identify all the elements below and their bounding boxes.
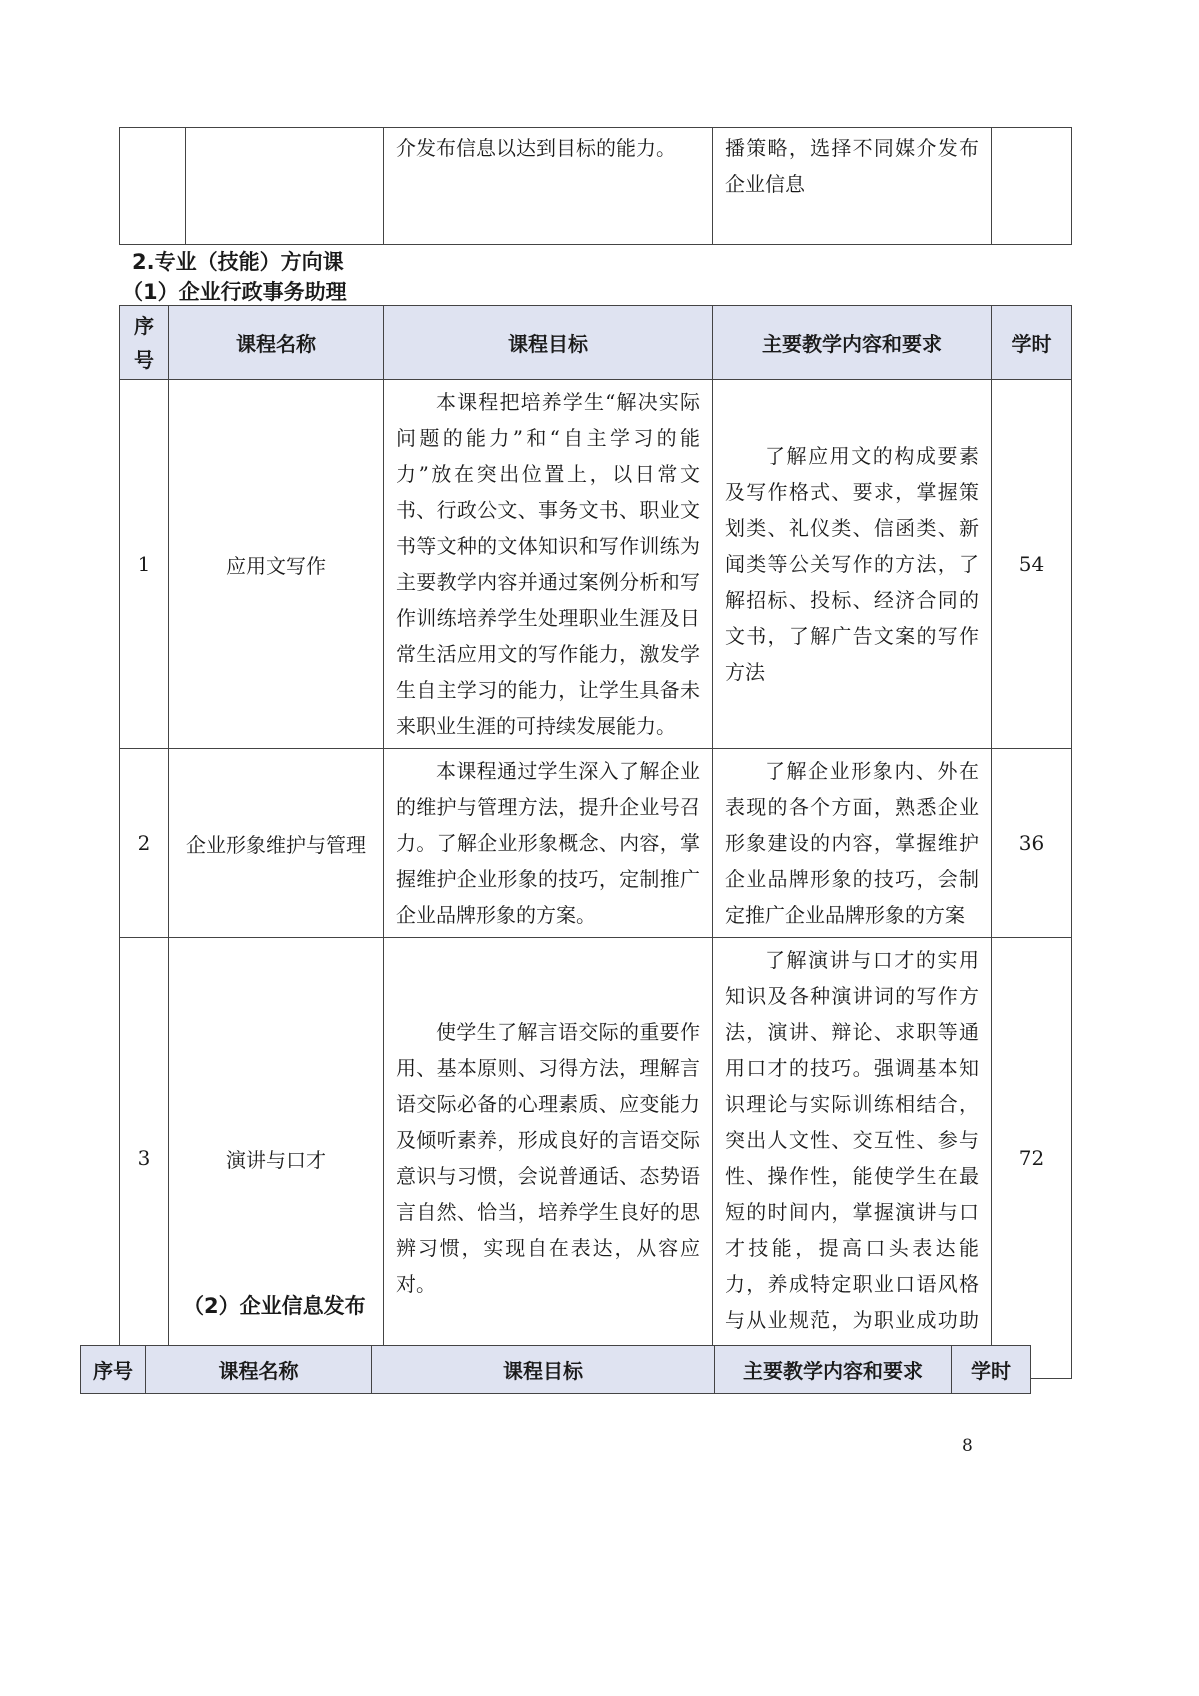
row-goal: 使学生了解言语交际的重要作用、基本原则、习得方法，理解言语交际必备的心理素质、应变能力及倾听素养，形成良好的言语交际意识与习惯，会说普通话、态势语言自然、恰当，培养学生良好的思辨习惯，实现自在表达，从容应对。 <box>384 938 713 1379</box>
seq-cell <box>120 128 186 245</box>
row-content: 了解演讲与口才的实用知识及各种演讲词的写作方法，演讲、辩论、求职等通用口才的技巧。强调基本知识理论与实际训练相结合，突出人文性、交互性、参与性、操作性，能使学生在最短的时间内，掌握演讲与口才技能，提高口头表达能力，养成特定职业口语风格与从业规范，为职业成功助 <box>713 938 992 1379</box>
row-name: 企业形象维护与管理 <box>169 749 384 938</box>
table-row <box>120 749 1072 938</box>
row-hours: 72 <box>992 938 1072 1379</box>
row-name: 演讲与口才 <box>169 938 384 1379</box>
name-cell <box>186 128 384 245</box>
row-hours: 36 <box>992 749 1072 938</box>
header-content: 主要教学内容和要求 <box>713 306 992 380</box>
goal-cell: 介发布信息以达到目标的能力。 <box>384 128 713 245</box>
row-content: 了解应用文的构成要素及写作格式、要求，掌握策划类、礼仪类、信函类、新闻类等公关写作的方法，了解招标、投标、经济合同的文书，了解广告文案的写作方法 <box>713 380 992 749</box>
header-seq: 序号 <box>81 1346 146 1394</box>
page-number: 8 <box>962 1436 973 1456</box>
header-hours: 学时 <box>952 1346 1031 1394</box>
row-goal: 本课程通过学生深入了解企业的维护与管理方法，提升企业号召力。了解企业形象概念、内容，掌握维护企业形象的技巧，定制推广企业品牌形象的方案。 <box>384 749 713 938</box>
row-content: 了解企业形象内、外在表现的各个方面，熟悉企业形象建设的内容，掌握维护企业品牌形象的技巧，会制定推广企业品牌形象的方案 <box>713 749 992 938</box>
content-cell: 播策略，选择不同媒介发布企业信息 <box>713 128 992 245</box>
subsection-heading-1: （1）企业行政事务助理 <box>122 280 347 304</box>
row-seq: 3 <box>120 938 169 1379</box>
table-header-row <box>120 306 1072 380</box>
subsection-heading-2: （2）企业信息发布 <box>183 1294 366 1318</box>
header-name: 课程名称 <box>146 1346 372 1394</box>
table-row <box>120 128 1072 245</box>
header-content: 主要教学内容和要求 <box>715 1346 952 1394</box>
table-header-row <box>81 1346 1031 1394</box>
continued-table <box>119 127 1072 245</box>
header-goal: 课程目标 <box>372 1346 715 1394</box>
row-goal: 本课程把培养学生“解决实际问题的能力”和“自主学习的能力”放在突出位置上，以日常文书、行政公文、事务文书、职业文书等文种的文体知识和写作训练为主要教学内容并通过案例分析和写作训练培养学生处理职业生涯及日常生活应用文的写作能力，激发学生自主学习的能力，让学生具备未来职业生涯的可持续发展能力。 <box>384 380 713 749</box>
header-hours: 学时 <box>992 306 1072 380</box>
header-seq: 序号 <box>120 306 169 380</box>
course-table-2 <box>80 1345 1031 1394</box>
header-goal: 课程目标 <box>384 306 713 380</box>
course-table-1 <box>119 305 1072 1379</box>
row-seq: 2 <box>120 749 169 938</box>
table-row <box>120 380 1072 749</box>
row-seq: 1 <box>120 380 169 749</box>
header-name: 课程名称 <box>169 306 384 380</box>
row-hours: 54 <box>992 380 1072 749</box>
row-name: 应用文写作 <box>169 380 384 749</box>
section-heading: 2.专业（技能）方向课 <box>132 250 344 274</box>
hours-cell <box>992 128 1072 245</box>
